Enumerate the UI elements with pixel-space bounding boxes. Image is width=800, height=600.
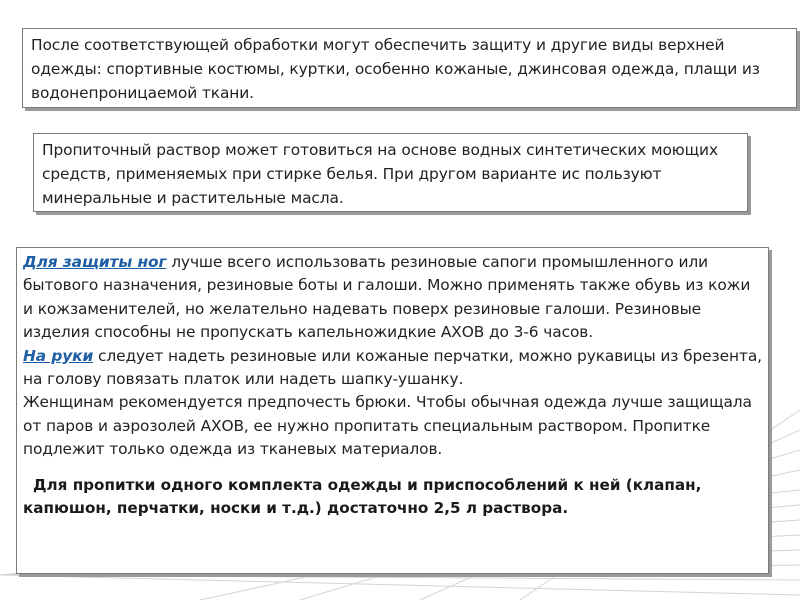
hands-paragraph [23,345,762,392]
info-box-impregnation-solution [33,133,748,212]
legs-text: лучше всего использовать резиновые сапоги промышленного или бытового назначения, резиновые боты и галоши. Можно применять также обувь из кожи и кожзаменителей, но желательно надевать поверх резиновые галоши. Резиновые изделия способны не пропускать капельножидкие АХОВ до 3-6 часов. [23,253,751,342]
hands-text: следует надеть резиновые или кожаные перчатки, можно рукавицы из брезента, на голову повязать платок или надеть шапку-ушанку. [23,346,762,389]
final-text: Для пропитки одного комплекта одежды и приспособлений к ней (клапан, капюшон, перчатки, носки и т.д.) достаточно 2,5 л раствора. [23,475,702,518]
legs-paragraph [23,251,762,345]
hands-lead: На руки [23,346,94,365]
outerwear-text: После соответствующей обработки могут обеспечить защиту и другие виды верхней одежды: спортивные костюмы, куртки, особенно кожаные, джинсовая одежда, плащи из водонепроницаемой ткани. [31,36,760,102]
info-box-outerwear [22,28,797,108]
women-paragraph: Женщинам рекомендуется предпочесть брюки. Чтобы обычная одежда лучше защищала от паров и аэрозолей АХОВ, ее нужно пропитать специальным раствором. Пропитке подлежит только одежда из тканевых материалов. [23,393,752,459]
info-box-protection-recommendations [16,247,769,574]
impregnation-solution-text: Пропиточный раствор может готовиться на основе водных синтетических моющих средств, применяемых при стирке белья. При другом варианте ис пользуют минеральные и растительные масла. [42,141,718,207]
legs-lead: Для защиты ног [23,253,167,271]
final-paragraph [23,474,762,521]
